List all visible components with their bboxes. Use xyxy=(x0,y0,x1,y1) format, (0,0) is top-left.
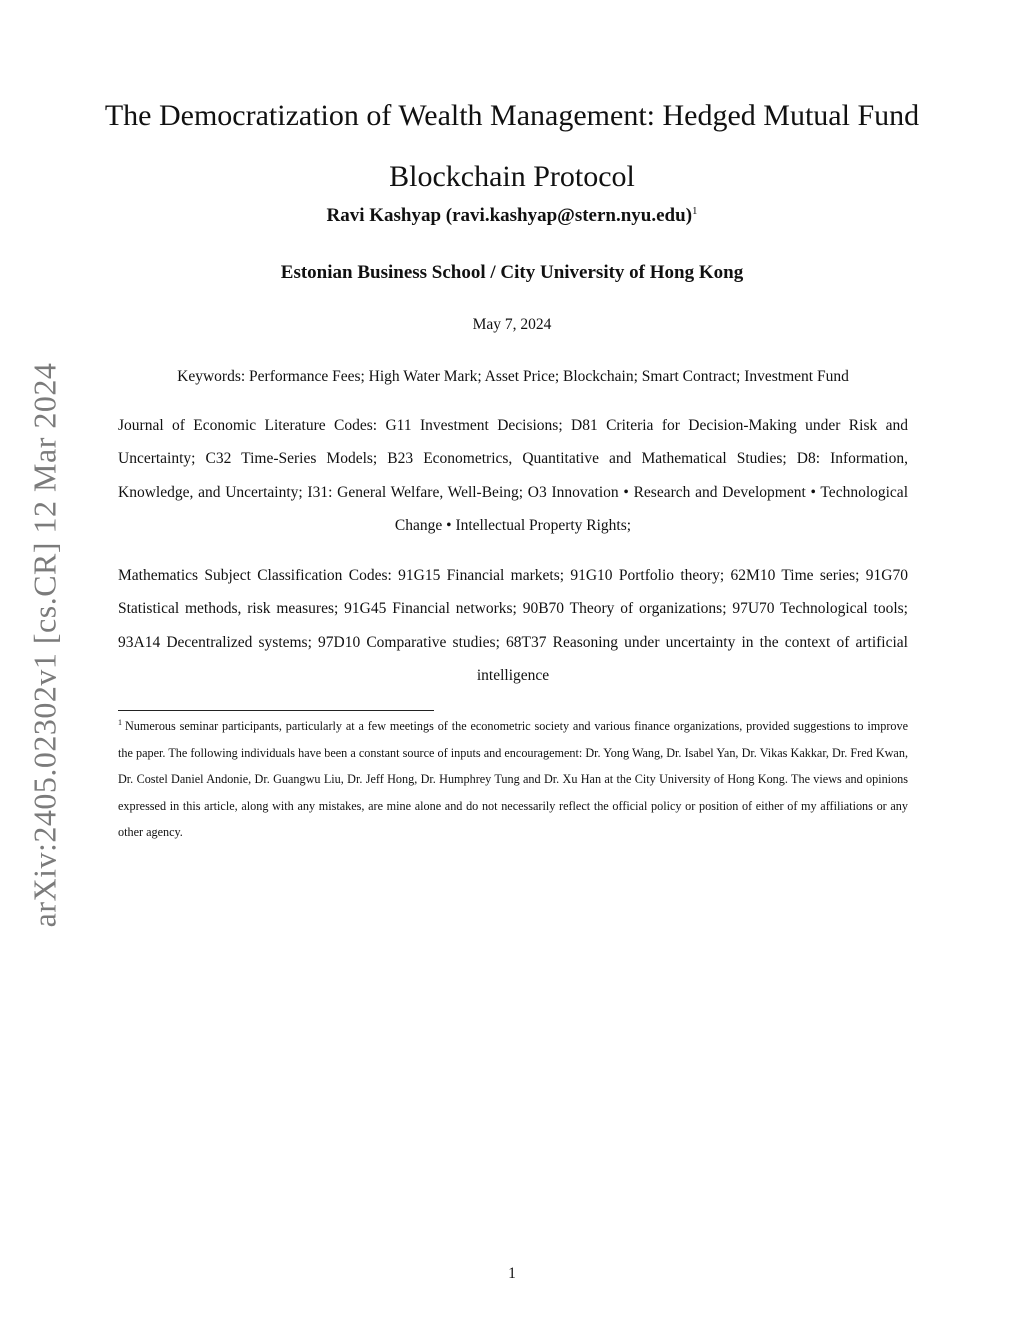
paper-title: The Democratization of Wealth Management: Hedged Mutual Fund Blockchain Protocol xyxy=(104,99,920,193)
footnote-mark: 1 xyxy=(118,718,122,727)
author-name: Ravi Kashyap (ravi.kashyap@stern.nyu.edu) xyxy=(326,205,693,226)
arxiv-identifier[interactable]: arXiv:2405.02302v1 [cs.CR] 12 Mar 2024 xyxy=(26,362,63,928)
affiliation: Estonian Business School / City University of Hong Kong xyxy=(280,262,744,283)
msc-codes: Mathematics Subject Classification Codes: 91G15 Financial markets; 91G10 Portfolio theory; 62M10 Time series; 91G70 Statistical methods, risk measures; 91G45 Financial networks; 90B70 Theory of organizations; 97U70 Technological tools; 93A14 Decentralized systems; 97D10 Comparative studies; 68T37 Reasoning under uncertainty in the context of artificial intelligence xyxy=(118,567,908,684)
page-number: 1 xyxy=(508,1265,516,1282)
footnote xyxy=(118,710,908,846)
author-footnote-mark: 1 xyxy=(692,205,698,217)
jel-codes: Journal of Economic Literature Codes: G11 Investment Decisions; D81 Criteria for Decision-Making under Risk and Uncertainty; C32 Time-Series Models; B23 Econometrics, Quantitative and Mathematical Studies; D8: Information, Knowledge, and Uncertainty; I31: General Welfare, Well-Being; O3 Innovation • Research and Development • Technological Change • Intellectual Property Rights; xyxy=(118,417,908,534)
author-line xyxy=(100,205,924,227)
keywords: Keywords: Performance Fees; High Water Mark; Asset Price; Blockchain; Smart Contract; Investment Fund xyxy=(177,368,849,385)
publication-date: May 7, 2024 xyxy=(472,316,552,333)
footnote-text: Numerous seminar participants, particularly at a few meetings of the econometric society and various finance organizations, provided suggestions to improve the paper. The following individuals have been a constant source of inputs and encouragement: Dr. Yong Wang, Dr. Isabel Yan, Dr. Vikas Kakkar, Dr. Fred Kwan, Dr. Costel Daniel Andonie, Dr. Guangwu Liu, Dr. Jeff Hong, Dr. Humphrey Tung and Dr. Xu Han at the City University of Hong Kong. The views and opinions expressed in this article, along with any mistakes, are mine alone and do not necessarily reflect the official policy or position of either of my affiliations or any other agency. xyxy=(118,719,908,840)
